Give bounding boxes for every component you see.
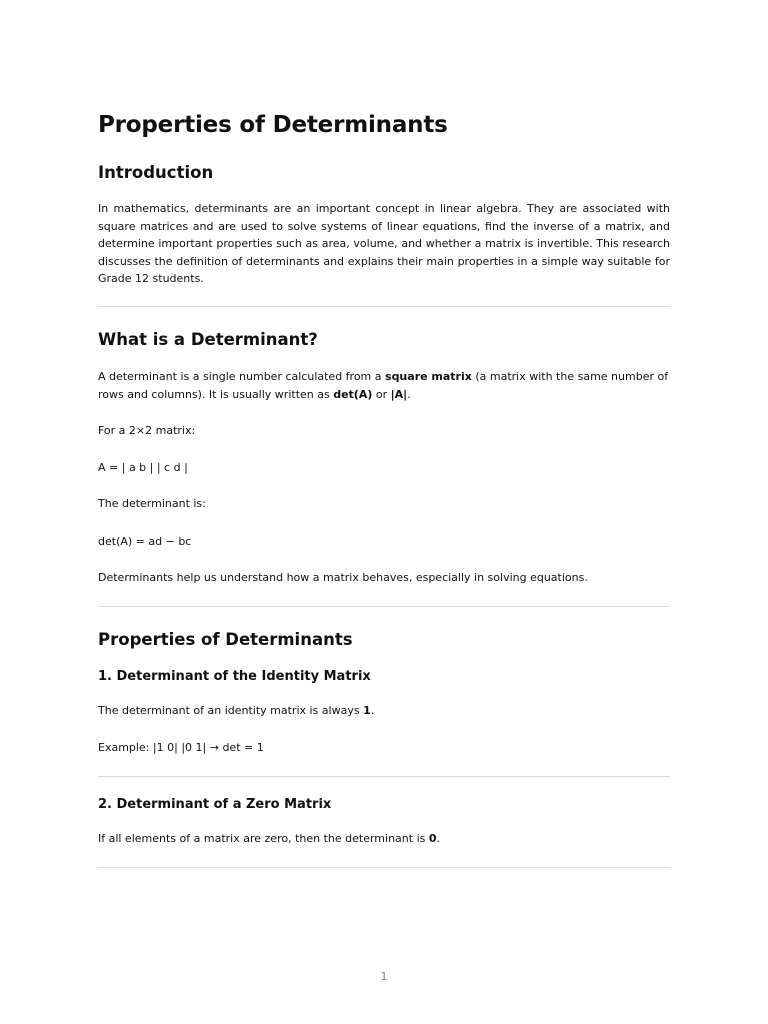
property-identity-heading: 1. Determinant of the Identity Matrix: [98, 669, 371, 684]
property-zero-text: If all elements of a matrix are zero, then the determinant is 0.: [98, 832, 441, 845]
document-title: Properties of Determinants: [98, 112, 448, 138]
property-identity-example: Example: |1 0| |0 1| → det = 1: [98, 741, 264, 754]
property-identity-text: The determinant of an identity matrix is always 1.: [98, 704, 375, 717]
determinant-formula: det(A) = ad − bc: [98, 535, 192, 548]
introduction-paragraph: In mathematics, determinants are an important concept in linear algebra. They are associated with square matrices and are used to solve systems of linear equations, find the inverse of a matrix, and determine important properties such as area, volume, and whether a matrix is invertible. This research discusses the definition of determinants and explains their main properties in a simple way suitable for Grade 12 students.: [98, 202, 670, 285]
notation-abs-a: |A|: [390, 387, 408, 401]
properties-heading: Properties of Determinants: [98, 630, 353, 649]
what-is-heading: What is a Determinant?: [98, 330, 318, 349]
page-number: 1: [380, 970, 388, 983]
determinant-definition: A determinant is a single number calculated from a square matrix (a matrix with the same number of rows and columns). It is usually written as det(A) or |A|.: [98, 370, 669, 401]
property-zero-heading: 2. Determinant of a Zero Matrix: [98, 797, 332, 812]
section-divider: [98, 306, 670, 307]
determinant-intro: The determinant is:: [98, 497, 206, 510]
section-divider: [98, 867, 670, 868]
determinant-summary: Determinants help us understand how a matrix behaves, especially in solving equations.: [98, 571, 588, 584]
introduction-heading: Introduction: [98, 163, 214, 182]
matrix-intro: For a 2×2 matrix:: [98, 424, 196, 437]
section-divider: [98, 606, 670, 607]
term-square-matrix: square matrix: [385, 370, 472, 383]
matrix-example: A = | a b | | c d |: [98, 461, 188, 474]
section-divider: [98, 776, 670, 777]
notation-det-a: det(A): [333, 387, 373, 401]
